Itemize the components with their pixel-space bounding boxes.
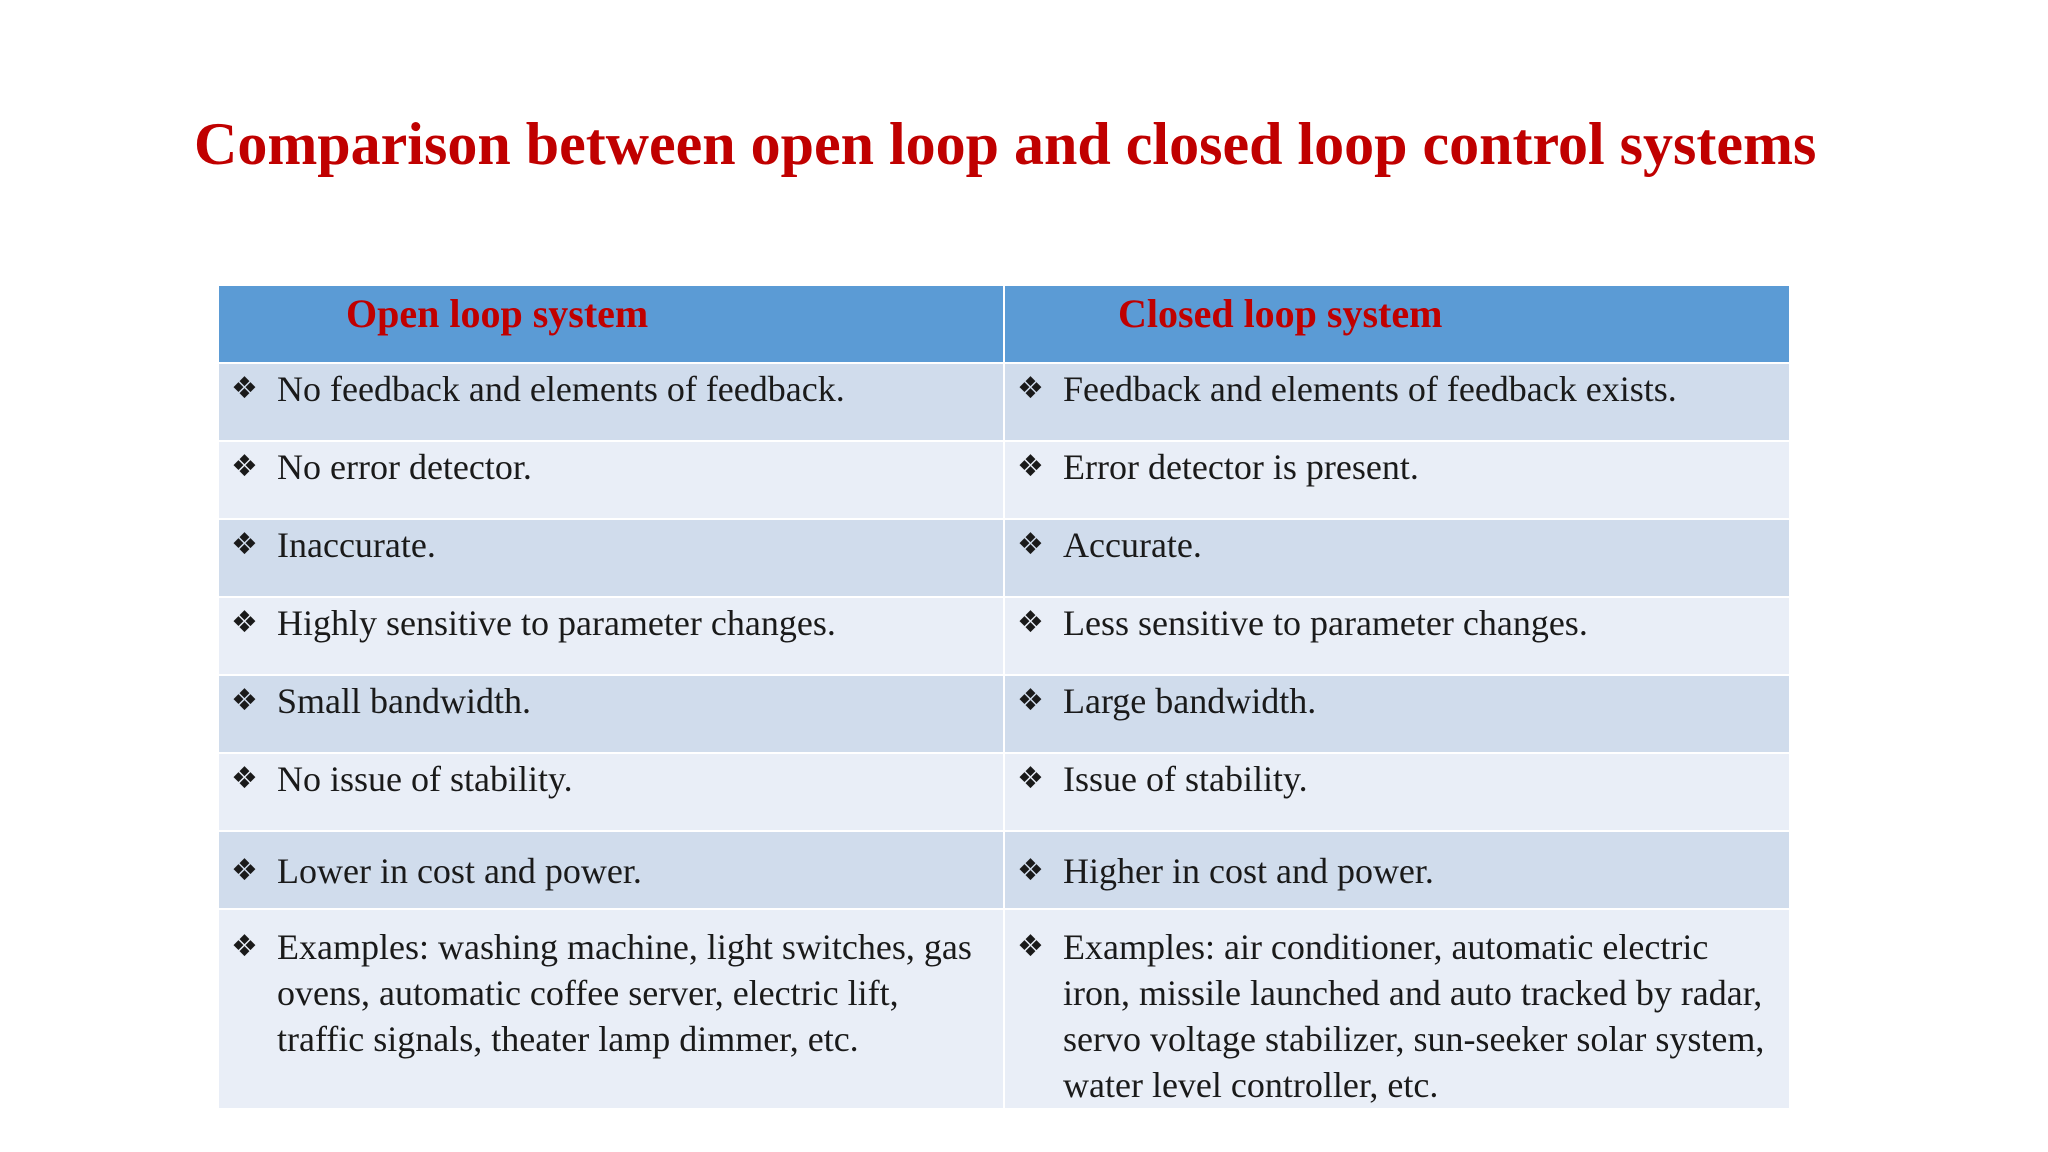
closed-loop-cell bbox=[1004, 831, 1790, 909]
cell-text: No feedback and elements of feedback. bbox=[277, 369, 845, 409]
cell-text: Higher in cost and power. bbox=[1063, 851, 1434, 891]
cell-text: Issue of stability. bbox=[1063, 759, 1308, 799]
open-loop-cell bbox=[218, 597, 1004, 675]
comparison-table bbox=[217, 284, 1791, 1110]
cell-text: Examples: air conditioner, automatic electric iron, missile launched and auto tracked by radar, servo voltage stabilizer, sun-seeker solar system, water level controller, etc. bbox=[1063, 927, 1765, 1105]
closed-loop-cell bbox=[1004, 597, 1790, 675]
cell-text: Inaccurate. bbox=[277, 525, 436, 565]
four-diamond-bullet-icon: ❖ bbox=[1017, 761, 1044, 796]
table-header-row bbox=[218, 285, 1790, 363]
table-row bbox=[218, 363, 1790, 441]
table-row bbox=[218, 441, 1790, 519]
open-loop-cell bbox=[218, 675, 1004, 753]
four-diamond-bullet-icon: ❖ bbox=[1017, 527, 1044, 562]
table-row bbox=[218, 753, 1790, 831]
cell-text: No issue of stability. bbox=[277, 759, 573, 799]
four-diamond-bullet-icon: ❖ bbox=[1017, 605, 1044, 640]
header-open-loop: Open loop system bbox=[218, 285, 1004, 363]
closed-loop-cell bbox=[1004, 675, 1790, 753]
header-closed-loop: Closed loop system bbox=[1004, 285, 1790, 363]
closed-loop-cell bbox=[1004, 519, 1790, 597]
four-diamond-bullet-icon: ❖ bbox=[1017, 683, 1044, 718]
four-diamond-bullet-icon: ❖ bbox=[231, 683, 258, 718]
four-diamond-bullet-icon: ❖ bbox=[1017, 449, 1044, 484]
table-row bbox=[218, 597, 1790, 675]
cell-text: Feedback and elements of feedback exists. bbox=[1063, 369, 1677, 409]
four-diamond-bullet-icon: ❖ bbox=[1017, 371, 1044, 406]
four-diamond-bullet-icon: ❖ bbox=[231, 371, 258, 406]
cell-text: Less sensitive to parameter changes. bbox=[1063, 603, 1588, 643]
closed-loop-cell bbox=[1004, 909, 1790, 1109]
cell-text: Lower in cost and power. bbox=[277, 851, 642, 891]
open-loop-cell bbox=[218, 441, 1004, 519]
four-diamond-bullet-icon: ❖ bbox=[231, 853, 258, 888]
open-loop-cell bbox=[218, 831, 1004, 909]
cell-text: Examples: washing machine, light switches, gas ovens, automatic coffee server, electric lift, traffic signals, theater lamp dimmer, etc. bbox=[277, 927, 972, 1059]
closed-loop-cell bbox=[1004, 753, 1790, 831]
slide-title: Comparison between open loop and closed loop control systems bbox=[194, 111, 1817, 177]
open-loop-cell bbox=[218, 363, 1004, 441]
table-row bbox=[218, 519, 1790, 597]
cell-text: Large bandwidth. bbox=[1063, 681, 1317, 721]
cell-text: Error detector is present. bbox=[1063, 447, 1419, 487]
cell-text: Accurate. bbox=[1063, 525, 1202, 565]
four-diamond-bullet-icon: ❖ bbox=[1017, 853, 1044, 888]
four-diamond-bullet-icon: ❖ bbox=[231, 761, 258, 796]
open-loop-cell bbox=[218, 909, 1004, 1109]
four-diamond-bullet-icon: ❖ bbox=[231, 449, 258, 484]
table-row bbox=[218, 675, 1790, 753]
table-row bbox=[218, 909, 1790, 1109]
open-loop-cell bbox=[218, 753, 1004, 831]
cell-text: Highly sensitive to parameter changes. bbox=[277, 603, 836, 643]
open-loop-cell bbox=[218, 519, 1004, 597]
four-diamond-bullet-icon: ❖ bbox=[231, 605, 258, 640]
four-diamond-bullet-icon: ❖ bbox=[1017, 929, 1044, 964]
cell-text: No error detector. bbox=[277, 447, 532, 487]
table-row bbox=[218, 831, 1790, 909]
four-diamond-bullet-icon: ❖ bbox=[231, 929, 258, 964]
cell-text: Small bandwidth. bbox=[277, 681, 531, 721]
four-diamond-bullet-icon: ❖ bbox=[231, 527, 258, 562]
closed-loop-cell bbox=[1004, 363, 1790, 441]
closed-loop-cell bbox=[1004, 441, 1790, 519]
